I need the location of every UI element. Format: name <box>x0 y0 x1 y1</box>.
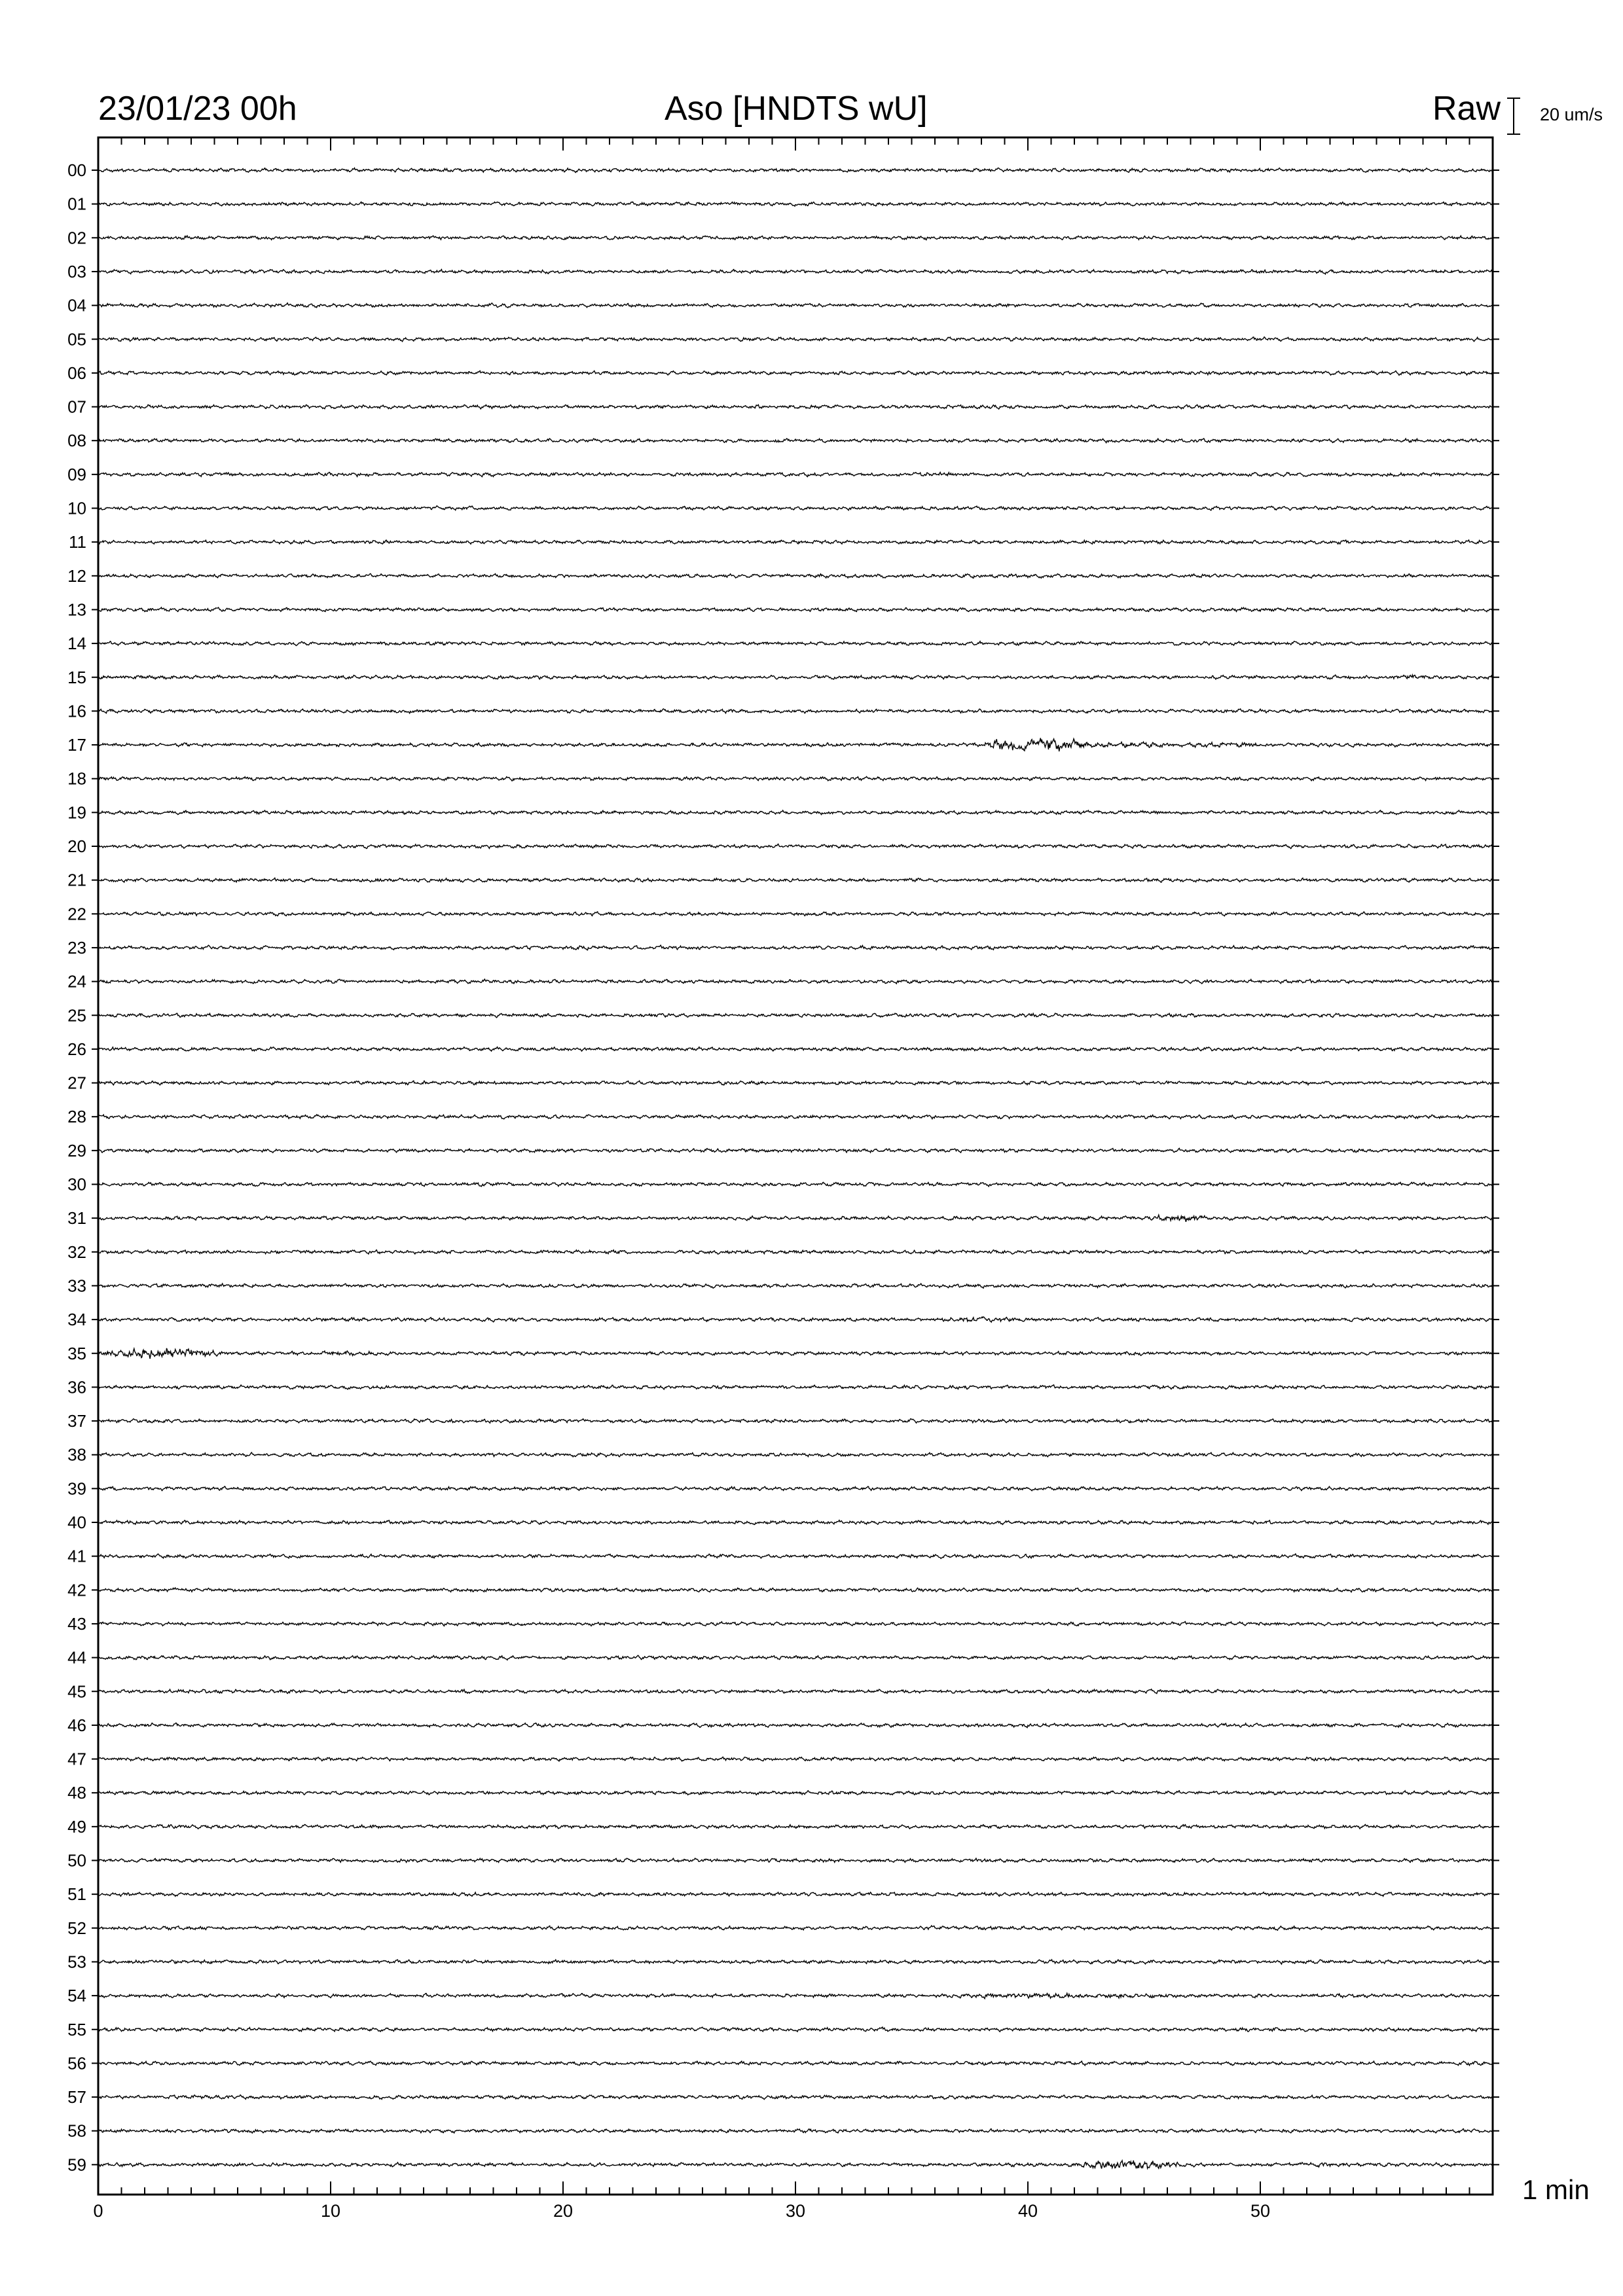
row-label: 45 <box>67 1681 86 1702</box>
trace-line <box>98 1047 1493 1051</box>
trace-line <box>98 1588 1493 1592</box>
trace-line <box>98 1960 1493 1964</box>
row-label: 41 <box>67 1546 86 1566</box>
trace-line <box>98 1520 1493 1525</box>
x-tick-label: 20 <box>553 2201 574 2221</box>
trace-line <box>98 1452 1493 1457</box>
row-label: 35 <box>67 1343 86 1363</box>
time-ticks <box>98 137 1493 2195</box>
trace-line <box>98 1825 1493 1829</box>
x-tick-label: 0 <box>93 2201 103 2221</box>
row-label: 49 <box>67 1816 86 1837</box>
trace-line <box>98 1215 1493 1222</box>
row-label: 38 <box>67 1444 86 1465</box>
trace-line <box>98 607 1493 612</box>
row-label: 22 <box>67 904 86 924</box>
trace-line <box>98 1689 1493 1694</box>
row-label: 21 <box>67 870 86 890</box>
trace-line <box>98 506 1493 511</box>
trace-line <box>98 1250 1493 1255</box>
trace-line <box>98 202 1493 206</box>
trace-line <box>98 641 1493 646</box>
x-tick-labels <box>93 2201 1270 2221</box>
trace-line <box>98 303 1493 308</box>
trace-line <box>98 2129 1493 2134</box>
row-label: 58 <box>67 2121 86 2141</box>
trace-line <box>98 1723 1493 1727</box>
trace-line <box>98 1115 1493 1119</box>
trace-line <box>98 2061 1493 2066</box>
row-label: 27 <box>67 1073 86 1093</box>
trace-line <box>98 371 1493 376</box>
trace-line <box>98 979 1493 984</box>
trace-line <box>98 810 1493 815</box>
row-label: 34 <box>67 1310 86 1330</box>
row-label: 24 <box>67 971 86 992</box>
row-label: 57 <box>67 2087 86 2108</box>
row-label: 01 <box>67 194 86 214</box>
trace-line <box>98 1892 1493 1897</box>
station-title: Aso [HNDTS wU] <box>665 90 928 128</box>
row-label: 02 <box>67 228 86 248</box>
trace-line <box>98 1283 1493 1288</box>
row-label: 47 <box>67 1749 86 1769</box>
trace-line <box>98 1926 1493 1930</box>
trace-line <box>98 1081 1493 1085</box>
trace-line <box>98 912 1493 916</box>
trace-line <box>98 236 1493 240</box>
row-label: 52 <box>67 1918 86 1938</box>
trace-line <box>98 844 1493 849</box>
trace-line <box>98 1182 1493 1186</box>
row-label: 55 <box>67 2019 86 2039</box>
row-label: 12 <box>67 565 86 586</box>
trace-line <box>98 1385 1493 1390</box>
trace-line <box>98 573 1493 578</box>
row-label: 14 <box>67 634 86 654</box>
row-label: 31 <box>67 1208 86 1229</box>
row-label: 03 <box>67 261 86 281</box>
trace-line <box>98 1993 1493 1998</box>
row-label: 36 <box>67 1377 86 1397</box>
trace-line <box>98 1554 1493 1558</box>
x-tick-label: 40 <box>1017 2201 1038 2221</box>
x-tick-label: 50 <box>1250 2201 1271 2221</box>
x-tick-label: 30 <box>785 2201 806 2221</box>
trace-line <box>98 675 1493 679</box>
trace-line <box>98 878 1493 882</box>
trace-line <box>98 777 1493 781</box>
trace-line <box>98 1317 1493 1322</box>
trace-line <box>98 2161 1493 2169</box>
trace-line <box>98 738 1493 751</box>
plot-frame <box>98 137 1493 2195</box>
scale-bar <box>1507 98 1520 134</box>
trace-line <box>98 1655 1493 1660</box>
scale-label: 20 um/s <box>1540 105 1603 124</box>
trace-line <box>98 709 1493 713</box>
row-label: 28 <box>67 1107 86 1127</box>
row-label: 51 <box>67 1884 86 1905</box>
row-label: 59 <box>67 2155 86 2175</box>
row-label: 07 <box>67 397 86 417</box>
row-label: 00 <box>67 160 86 180</box>
row-label: 39 <box>67 1479 86 1499</box>
trace-line <box>98 1486 1493 1491</box>
row-label: 13 <box>67 600 86 620</box>
trace-line <box>98 1791 1493 1795</box>
row-label: 46 <box>67 1715 86 1735</box>
row-label: 08 <box>67 431 86 451</box>
x-unit-label: 1 min <box>1522 2174 1590 2205</box>
trace-line <box>98 2027 1493 2032</box>
row-label: 43 <box>67 1613 86 1634</box>
row-label: 18 <box>67 768 86 789</box>
row-label: 10 <box>67 498 86 518</box>
row-label: 54 <box>67 1986 86 2006</box>
row-label: 19 <box>67 802 86 823</box>
trace-line <box>98 1757 1493 1761</box>
trace-line <box>98 1348 1493 1359</box>
row-label: 09 <box>67 464 86 484</box>
row-label: 37 <box>67 1411 86 1431</box>
trace-line <box>98 1419 1493 1424</box>
trace-line <box>98 2095 1493 2100</box>
trace-line <box>98 439 1493 443</box>
row-label: 30 <box>67 1174 86 1194</box>
trace-line <box>98 1622 1493 1626</box>
row-label: 50 <box>67 1850 86 1871</box>
x-tick-label: 10 <box>320 2201 341 2221</box>
trace-line <box>98 1013 1493 1018</box>
row-label: 29 <box>67 1140 86 1160</box>
mode-label: Raw <box>1432 90 1501 128</box>
trace-line <box>98 168 1493 173</box>
row-label: 16 <box>67 701 86 721</box>
trace-line <box>98 945 1493 950</box>
row-label: 42 <box>67 1580 86 1600</box>
trace-line <box>98 1858 1493 1862</box>
row-label: 56 <box>67 2053 86 2073</box>
row-label: 20 <box>67 836 86 856</box>
row-label: 15 <box>67 667 86 687</box>
row-label: 44 <box>67 1647 86 1668</box>
row-label: 06 <box>67 363 86 383</box>
row-label: 26 <box>67 1039 86 1059</box>
trace-line <box>98 270 1493 274</box>
row-label: 32 <box>67 1242 86 1262</box>
row-label: 17 <box>67 735 86 755</box>
row-label: 11 <box>69 532 86 552</box>
row-label: 53 <box>67 1952 86 1972</box>
trace-line <box>98 1148 1493 1153</box>
date-hour-label: 23/01/23 00h <box>98 90 297 128</box>
row-label: 33 <box>67 1276 86 1296</box>
row-labels <box>67 160 86 2174</box>
row-label: 40 <box>67 1513 86 1532</box>
trace-line <box>98 404 1493 409</box>
row-label: 48 <box>67 1783 86 1803</box>
trace-line <box>98 473 1493 477</box>
seismic-traces <box>92 168 1499 2169</box>
trace-line <box>98 540 1493 544</box>
row-label: 05 <box>67 329 86 350</box>
trace-line <box>98 337 1493 342</box>
row-label: 23 <box>67 937 86 958</box>
row-label: 04 <box>67 295 86 315</box>
row-label: 25 <box>67 1005 86 1026</box>
